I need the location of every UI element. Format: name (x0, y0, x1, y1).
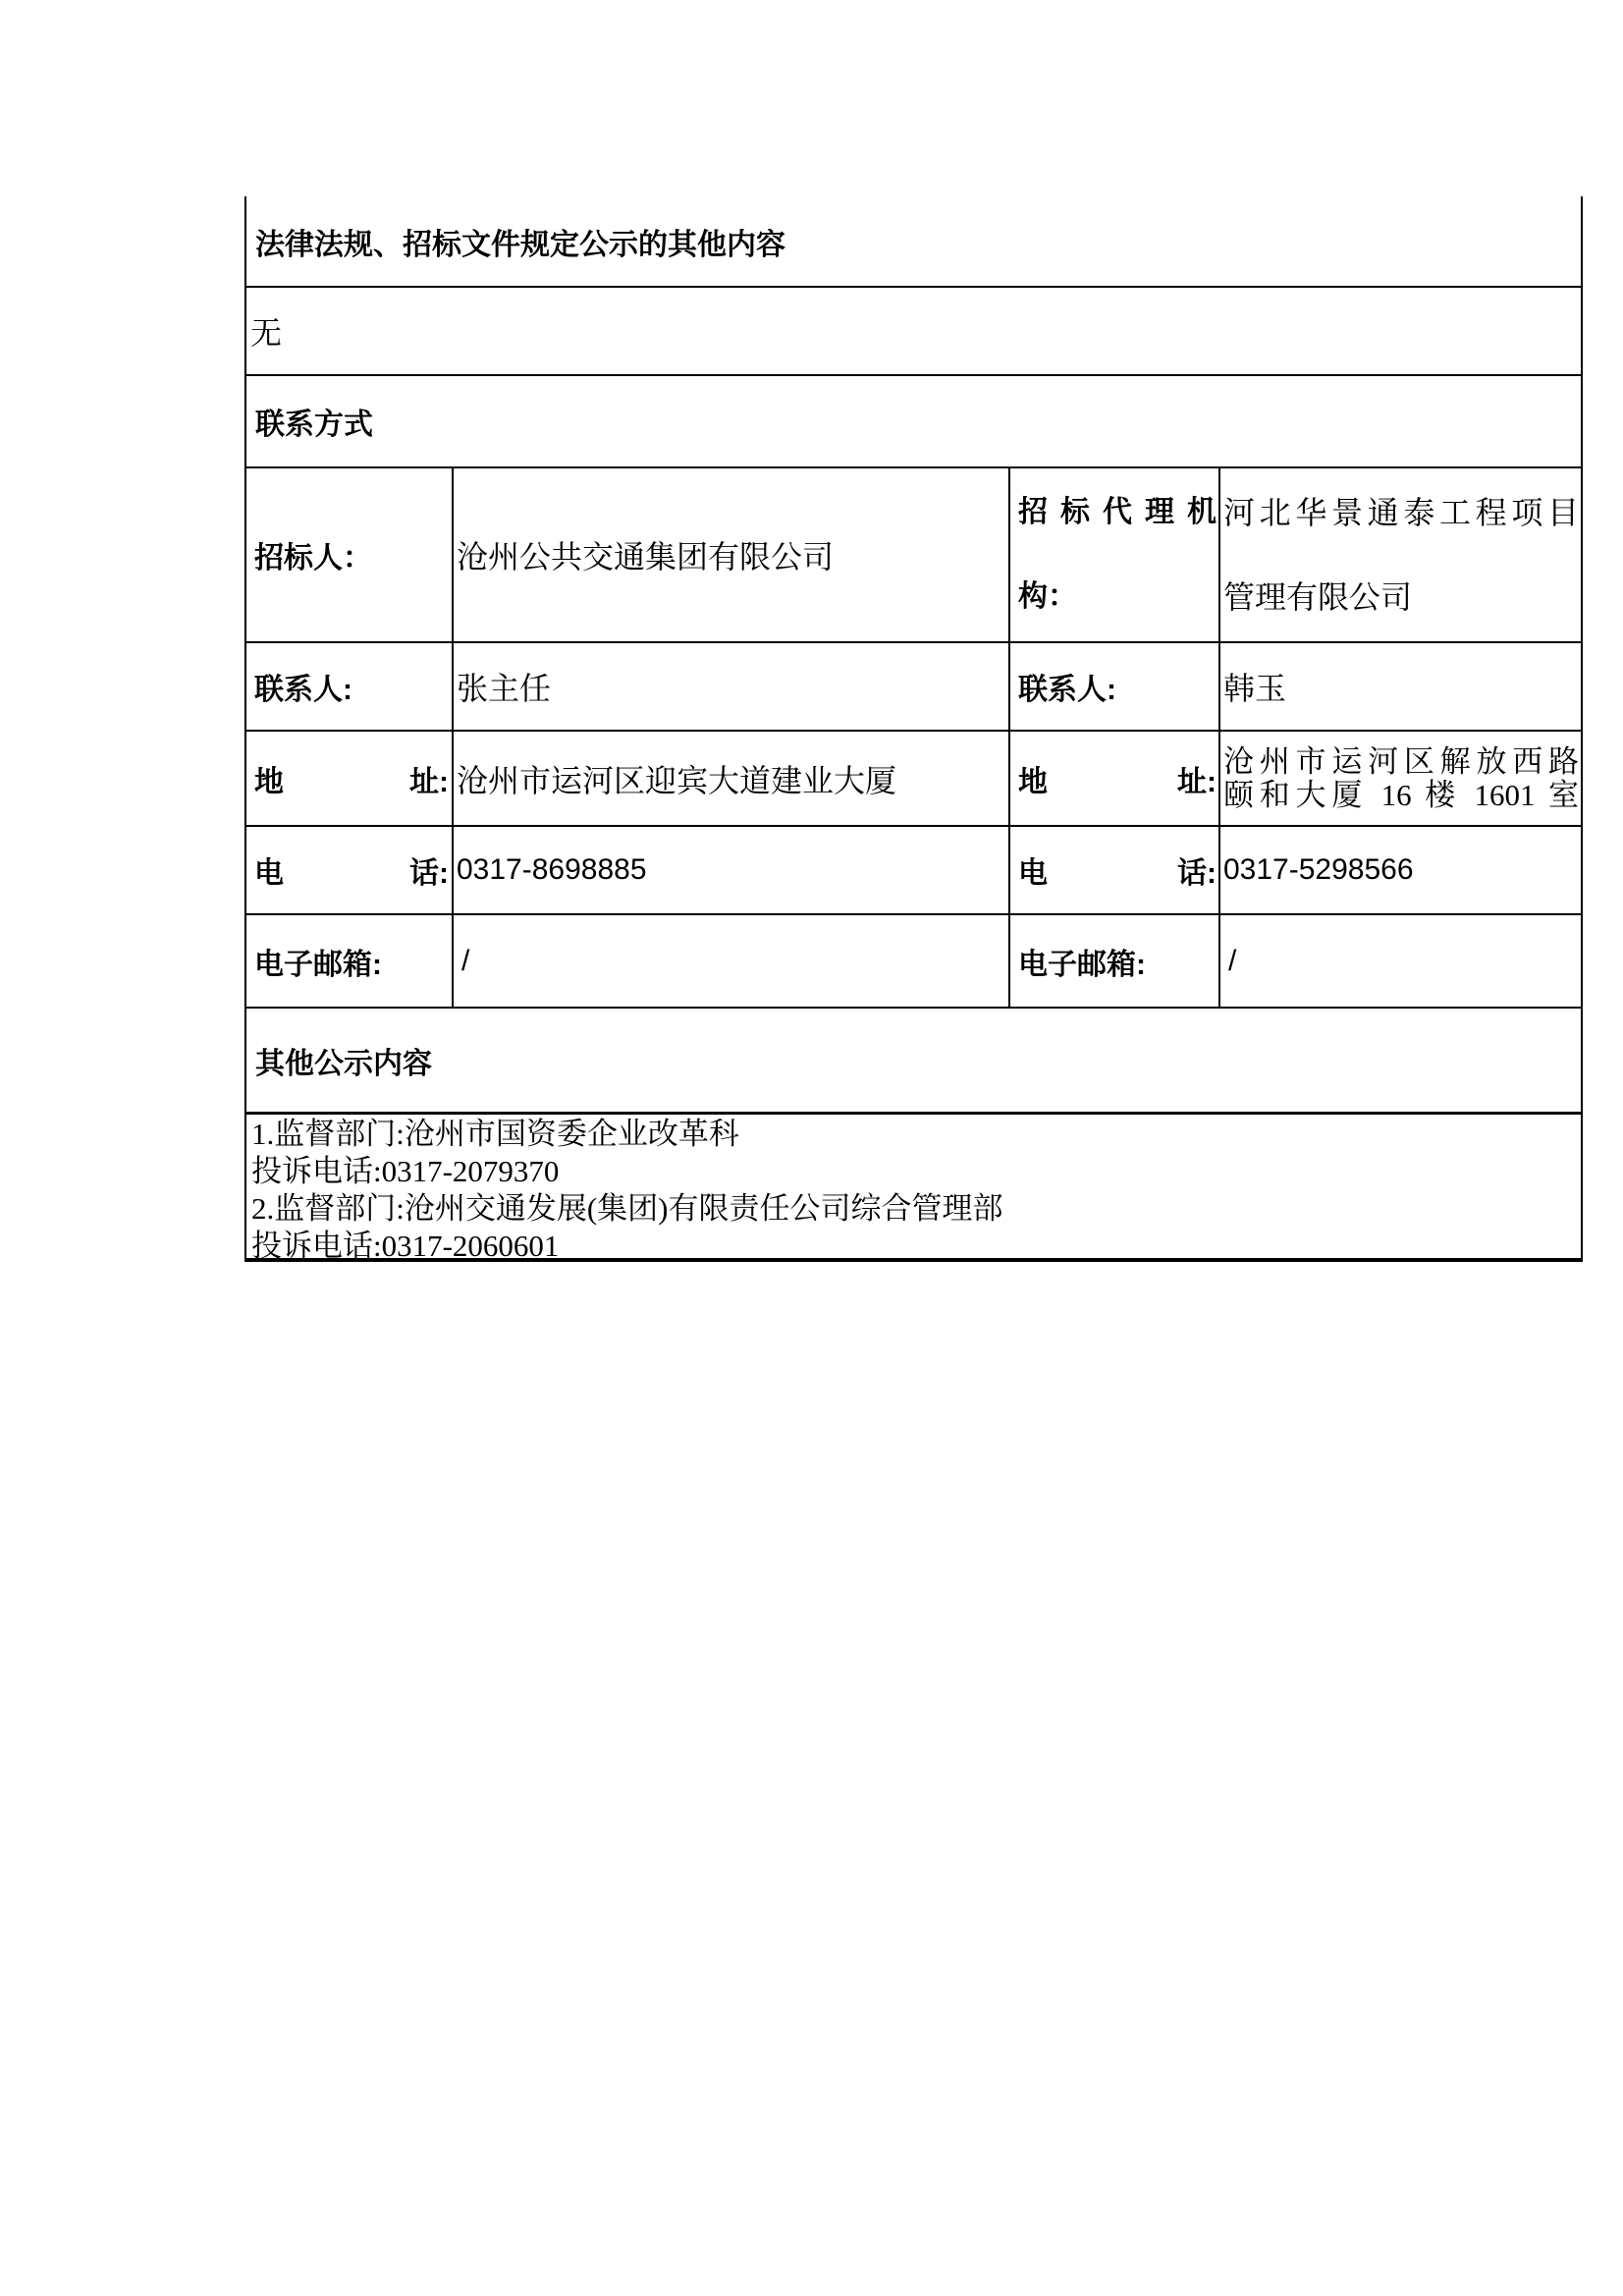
tenderer-email-label-text: 电子邮箱: (254, 948, 382, 981)
tenderer-email-label (246, 915, 454, 1007)
supervision-line-2: 2.监督部门:沧州交通发展(集团)有限责任公司综合管理部 (251, 1191, 1003, 1226)
row-other-content (246, 1115, 1581, 1262)
row-legal-header (246, 196, 1581, 288)
complaint-phone-line-2: 投诉电话:0317-2060601 (251, 1229, 560, 1263)
agency-label (1010, 468, 1220, 641)
row-email (246, 915, 1581, 1009)
tenderer-phone-label-part2: 话: (409, 857, 449, 890)
agency-email-label-text: 电子邮箱: (1018, 948, 1146, 981)
tenderer-contact-name-text: 张主任 (457, 671, 552, 706)
agency-phone-label-part2: 话: (1177, 857, 1217, 890)
row-address (246, 732, 1581, 827)
row-contact-person (246, 643, 1581, 732)
tenderer-name-text: 沧州公共交通集团有限公司 (457, 539, 835, 574)
row-contact-header (246, 376, 1581, 468)
agency-email-value: / (1228, 944, 1237, 977)
tenderer-address-label (246, 732, 454, 825)
legal-header-text: 法律法规、招标文件规定公示的其他内容 (255, 228, 785, 261)
row-legal-value (246, 288, 1581, 376)
tenderer-label (246, 468, 454, 641)
tenderer-phone-number: 0317-8698885 (457, 853, 647, 886)
legal-value-text: 无 (250, 315, 283, 351)
row-phone (246, 827, 1581, 915)
tenderer-email-value: / (461, 944, 470, 977)
complaint-phone-line-1: 投诉电话:0317-2079370 (251, 1154, 560, 1188)
agency-address-label-part1: 地 (1018, 765, 1048, 798)
tender-notice-table (244, 196, 1583, 1262)
agency-address-cell (1220, 732, 1581, 825)
tenderer-address-cell (454, 732, 1010, 825)
tenderer-phone-label (246, 827, 454, 913)
other-header-text: 其他公示内容 (255, 1047, 432, 1080)
agency-address-line2: 颐和大厦 16 楼 1601 室 (1223, 777, 1579, 812)
agency-phone-label-part1: 电 (1018, 857, 1048, 890)
agency-label-line2: 构： (1018, 580, 1077, 613)
agency-name-cell (1220, 468, 1581, 641)
agency-contact-label (1010, 643, 1220, 730)
tenderer-phone-cell (454, 827, 1010, 913)
agency-address-label (1010, 732, 1220, 825)
tenderer-contact-label-text: 联系人: (254, 674, 352, 706)
agency-contact-label-text: 联系人: (1018, 674, 1116, 706)
row-tenderer-agency (246, 468, 1581, 643)
tenderer-email-cell (454, 915, 1010, 1007)
supervision-line-1: 1.监督部门:沧州市国资委企业改革科 (251, 1117, 739, 1151)
tenderer-address-text: 沧州市运河区迎宾大道建业大厦 (457, 762, 897, 798)
tenderer-address-label-part2: 址: (409, 765, 449, 798)
tenderer-address-label-part1: 地 (254, 765, 284, 798)
agency-email-label (1010, 915, 1220, 1007)
contact-header-text: 联系方式 (255, 409, 373, 441)
agency-address-label-part2: 址: (1177, 765, 1217, 798)
agency-address-line1: 沧州市运河区解放西路 (1223, 743, 1579, 779)
tenderer-phone-label-part1: 电 (254, 857, 284, 890)
agency-phone-number: 0317-5298566 (1223, 853, 1414, 886)
agency-email-cell (1220, 915, 1581, 1007)
agency-label-line1: 招标代理机 (1018, 496, 1217, 528)
agency-name-line2: 管理有限公司 (1223, 579, 1413, 615)
agency-name-line1: 河北华景通泰工程项目 (1223, 495, 1579, 530)
agency-phone-cell (1220, 827, 1581, 913)
tenderer-contact-name-cell (454, 643, 1010, 730)
tenderer-name-cell (454, 468, 1010, 641)
tenderer-contact-label (246, 643, 454, 730)
agency-phone-label (1010, 827, 1220, 913)
tenderer-label-text: 招标人： (254, 542, 372, 574)
agency-contact-name-text: 韩玉 (1223, 671, 1287, 706)
row-other-header (246, 1009, 1581, 1115)
agency-contact-name-cell (1220, 643, 1581, 730)
